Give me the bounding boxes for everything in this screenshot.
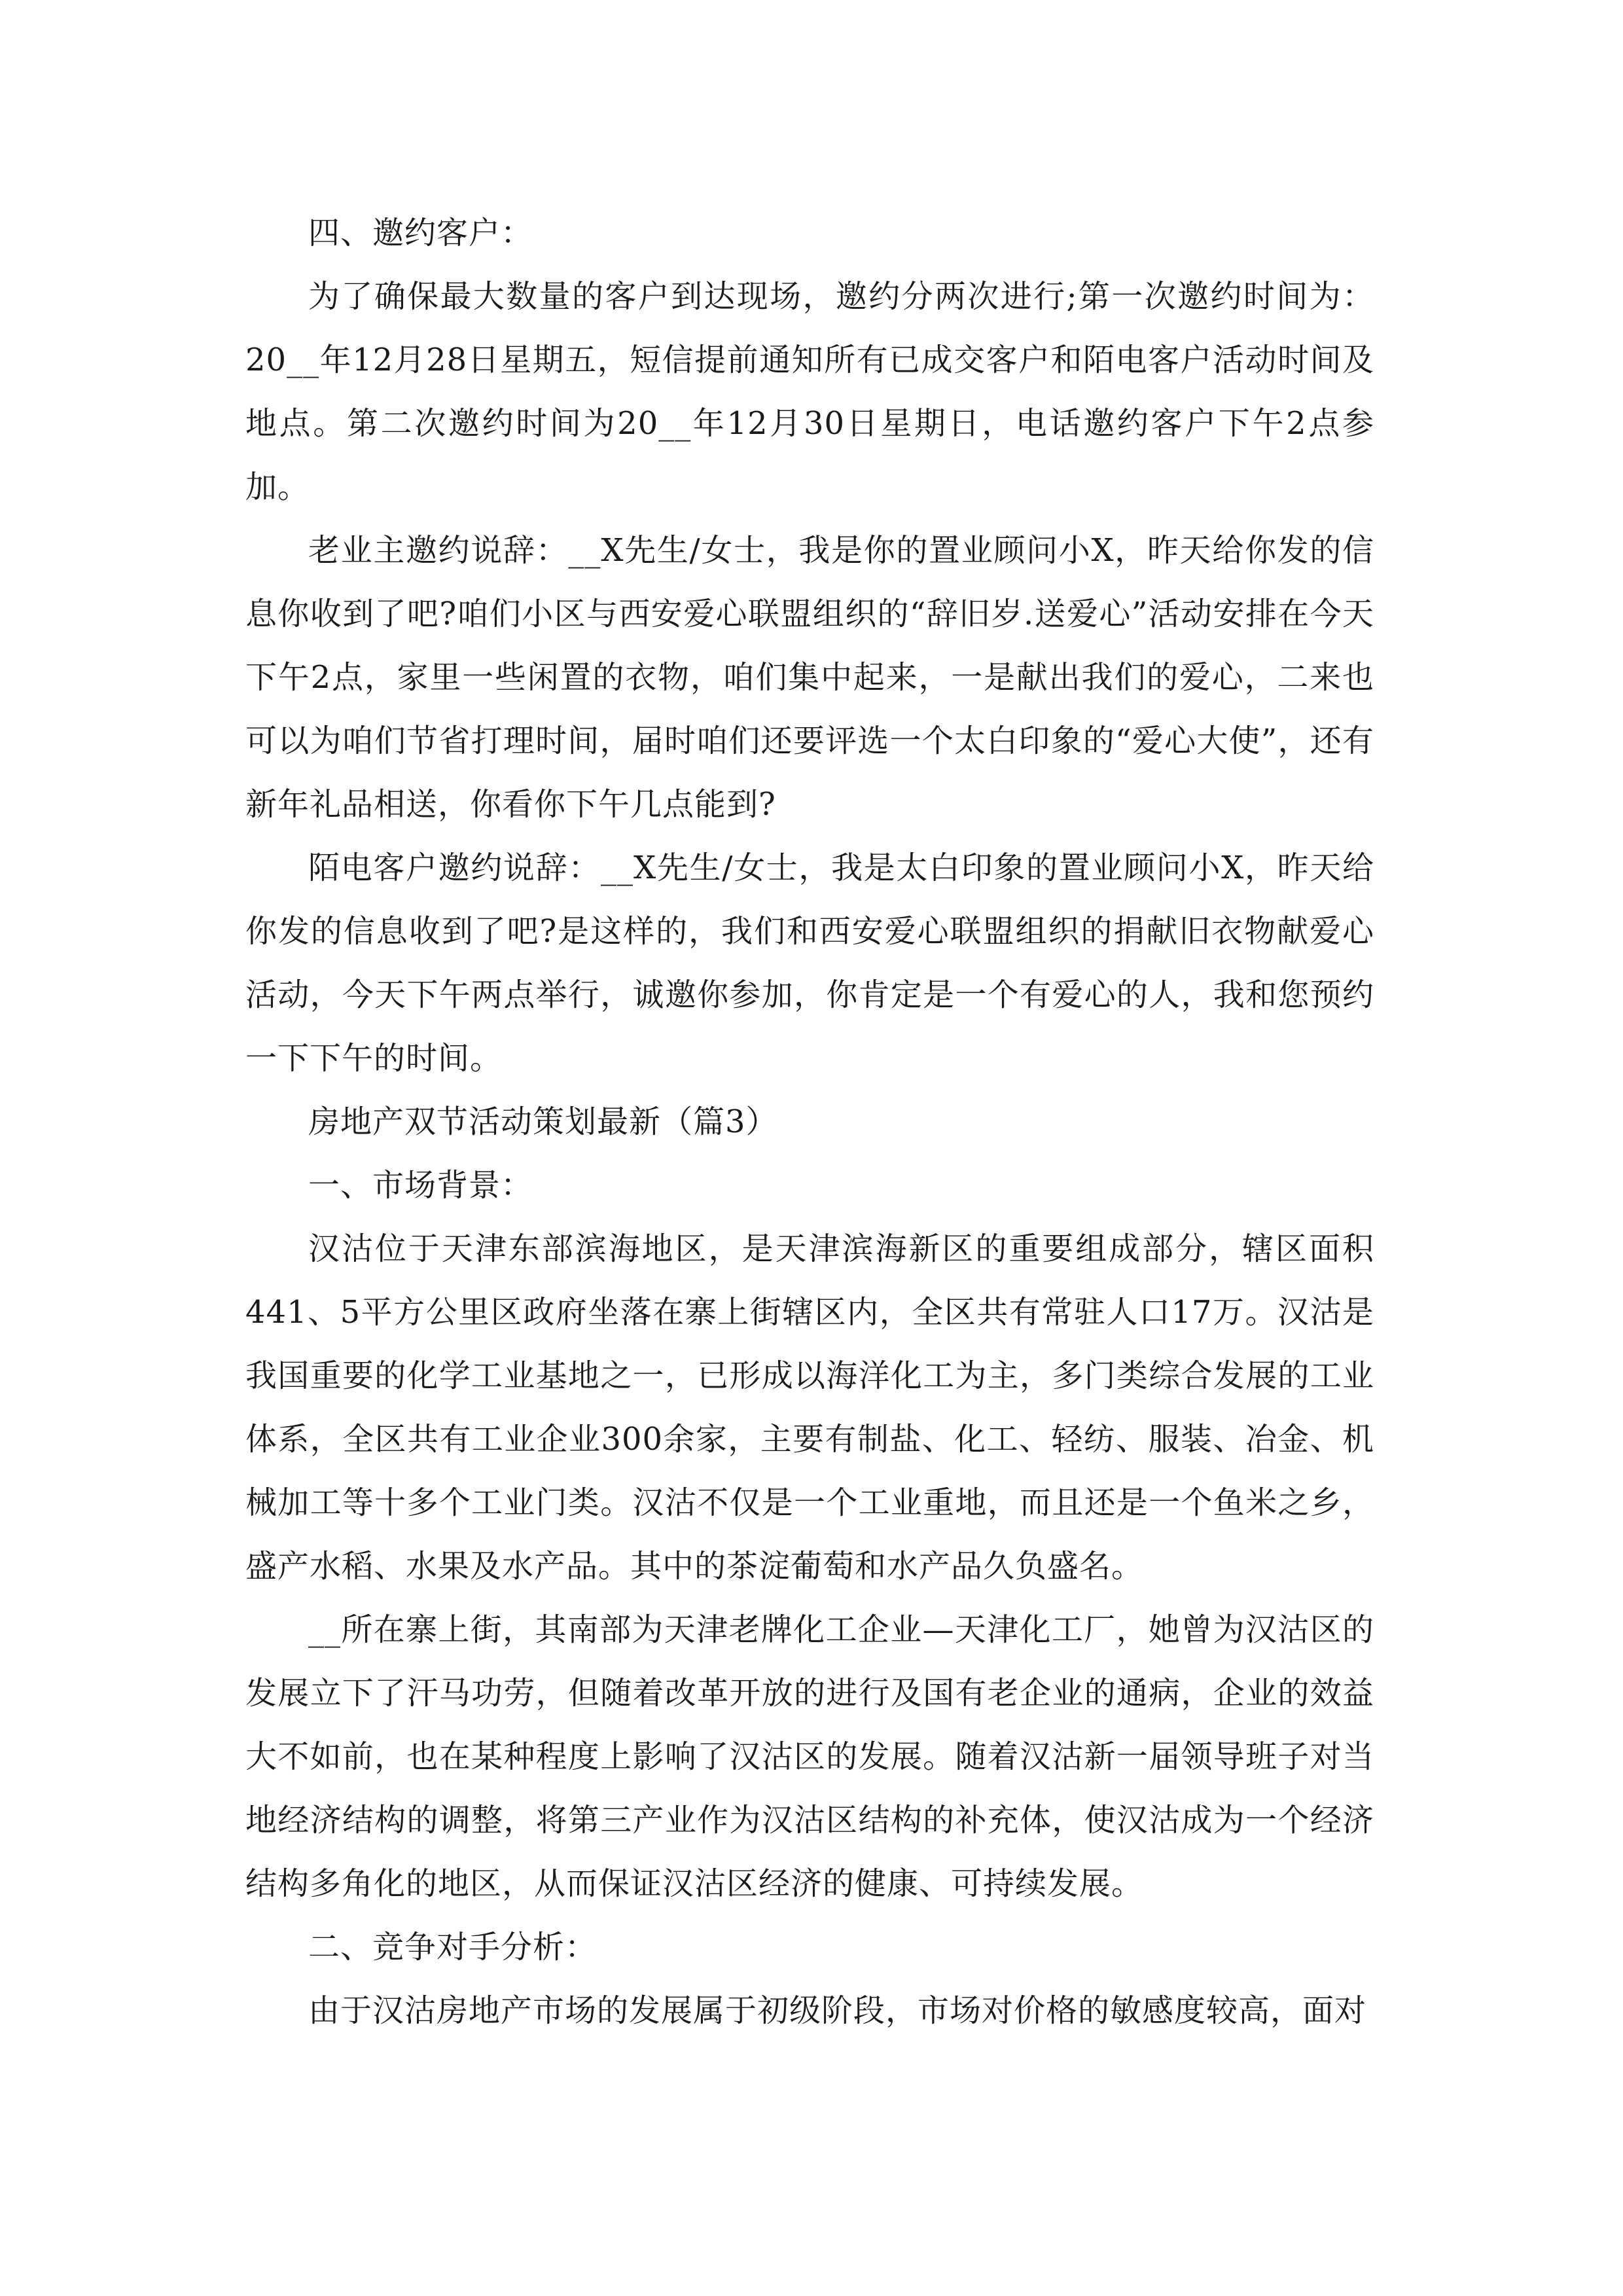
article-title: 房地产双节活动策划最新（篇3）	[308, 1103, 778, 1140]
competitor-analysis-paragraph: 由于汉沽房地产市场的发展属于初级阶段，市场对价格的敏感度较高，面对	[308, 1992, 1367, 2029]
owner-invitation-script: 老业主邀约说辞：__X先生/女士，我是你的置业顾问小X，昨天给你发的信息你收到了吧?咱们小区与西安爱心联盟组织的“辞旧岁.送爱心”活动安排在今天下午2点，家里一些闲置的衣物，咱们集中起来，一是献出我们的爱心，二来也可以为咱们节省打理时间，届时咱们还要评选一个太白印象的“爱心大使”，还有新年礼品相送，你看你下午几点能到?	[245, 532, 1374, 823]
section2-heading: 二、竞争对手分析：	[308, 1929, 597, 1965]
section1-heading: 一、市场背景：	[308, 1167, 533, 1204]
document-body	[245, 202, 1374, 2043]
section4-heading: 四、邀约客户：	[308, 215, 533, 251]
cold-call-invitation-script: 陌电客户邀约说辞：__X先生/女士，我是太白印象的置业顾问小X，昨天给你发的信息收到了吧?是这样的，我们和西安爱心联盟组织的捐献旧衣物献爱心活动，今天下午两点举行，诚邀你参加，你肯定是一个有爱心的人，我和您预约一下下午的时间。	[245, 850, 1374, 1077]
invitation-schedule-paragraph: 为了确保最大数量的客户到达现场，邀约分两次进行;第一次邀约时间为：20__年12月28日星期五，短信提前通知所有已成交客户和陌电客户活动时间及地点。第二次邀约时间为20__年12月30日星期日，电话邀约客户下午2点参加。	[245, 278, 1374, 505]
market-background-paragraph-1: 汉沽位于天津东部滨海地区，是天津滨海新区的重要组成部分，辖区面积441、5平方公里区政府坐落在寨上街辖区内，全区共有常驻人口17万。汉沽是我国重要的化学工业基地之一，已形成以海洋化工为主，多门类综合发展的工业体系，全区共有工业企业300余家，主要有制盐、化工、轻纺、服装、冶金、机械加工等十多个工业门类。汉沽不仅是一个工业重地，而且还是一个鱼米之乡，盛产水稻、水果及水产品。其中的茶淀葡萄和水产品久负盛名。	[245, 1230, 1374, 1585]
market-background-paragraph-2: __所在寨上街，其南部为天津老牌化工企业—天津化工厂，她曾为汉沽区的发展立下了汗马功劳，但随着改革开放的进行及国有老企业的通病，企业的效益大不如前，也在某种程度上影响了汉沽区的发展。随着汉沽新一届领导班子对当地经济结构的调整，将第三产业作为汉沽区结构的补充体，使汉沽成为一个经济结构多角化的地区，从而保证汉沽区经济的健康、可持续发展。	[245, 1611, 1374, 1902]
